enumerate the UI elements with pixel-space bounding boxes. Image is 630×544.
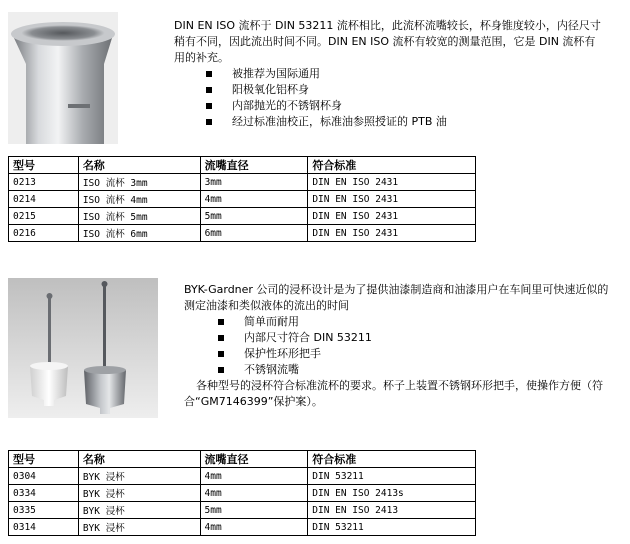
- column-header-name: 名称: [78, 451, 200, 468]
- table-row: 0215 ISO 流杯 5mm 5mm DIN EN ISO 2431: [9, 208, 476, 225]
- bullet-square-icon: [218, 335, 224, 341]
- list-item: 内部尺寸符合 DIN 53211: [218, 330, 610, 346]
- column-header-standard: 符合标准: [308, 157, 476, 174]
- table-row: 0213 ISO 流杯 3mm 3mm DIN EN ISO 2431: [9, 174, 476, 191]
- list-item: 保护性环形把手: [218, 346, 610, 362]
- list-item: 不锈钢流嘴: [218, 362, 610, 378]
- table-header-row: [9, 451, 476, 468]
- section2-closing: 各种型号的浸杯符合标准流杯的要求。杯子上装置不锈钢环形把手，使操作方便（符合“GM7146399”保护案）。: [184, 379, 603, 408]
- table-row: 0314 BYK 浸杯 4mm DIN 53211: [9, 519, 476, 536]
- bullet-square-icon: [206, 87, 212, 93]
- section2-bullet-list: [218, 314, 610, 378]
- table-header-row: [9, 157, 476, 174]
- dip-cups-illustration: [8, 278, 158, 418]
- iso-flow-cup-table: [8, 156, 476, 242]
- list-item: 阳极氧化铝杯身: [206, 82, 604, 98]
- table-row: 0214 ISO 流杯 4mm 4mm DIN EN ISO 2431: [9, 191, 476, 208]
- list-item: 被推荐为国际通用: [206, 66, 604, 82]
- bullet-square-icon: [206, 71, 212, 77]
- bullet-square-icon: [206, 103, 212, 109]
- table-row: 0304 BYK 浸杯 4mm DIN 53211: [9, 468, 476, 485]
- section2-paragraph: BYK-Gardner 公司的浸杯设计是为了提供油漆制造商和油漆用户在车间里可快速近似的测定油漆和类似液体的流出的时间: [184, 283, 609, 312]
- bullet-square-icon: [206, 119, 212, 125]
- flow-cup-illustration: [8, 12, 118, 144]
- bullet-square-icon: [218, 351, 224, 357]
- table-row: 0334 BYK 浸杯 4mm DIN EN ISO 2413s: [9, 485, 476, 502]
- table-row: 0335 BYK 浸杯 5mm DIN EN ISO 2413: [9, 502, 476, 519]
- column-header-orifice: 流嘴直径: [200, 451, 308, 468]
- bullet-square-icon: [218, 367, 224, 373]
- column-header-orifice: 流嘴直径: [200, 157, 308, 174]
- byk-dip-cup-table: [8, 450, 476, 536]
- bullet-square-icon: [218, 319, 224, 325]
- column-header-standard: 符合标准: [308, 451, 476, 468]
- column-header-name: 名称: [78, 157, 200, 174]
- list-item: 简单而耐用: [218, 314, 610, 330]
- dip-cups-image: [8, 278, 158, 418]
- section1-bullet-list: [206, 66, 604, 130]
- list-item: 经过标准油校正，标准油参照授证的 PTB 油: [206, 114, 604, 130]
- column-header-model: 型号: [9, 451, 79, 468]
- flow-cup-image: [8, 12, 118, 144]
- table-row: 0216 ISO 流杯 6mm 6mm DIN EN ISO 2431: [9, 225, 476, 242]
- column-header-model: 型号: [9, 157, 79, 174]
- section1-paragraph: DIN EN ISO 流杯于 DIN 53211 流杯相比，此流杯流嘴较长，杯身锥度较小，内径尺寸稍有不同，因此流出时间不同。DIN EN ISO 流杯有较宽的测量范围，它是 DIN 流杯有用的补充。: [174, 19, 601, 64]
- list-item: 内部抛光的不锈钢杯身: [206, 98, 604, 114]
